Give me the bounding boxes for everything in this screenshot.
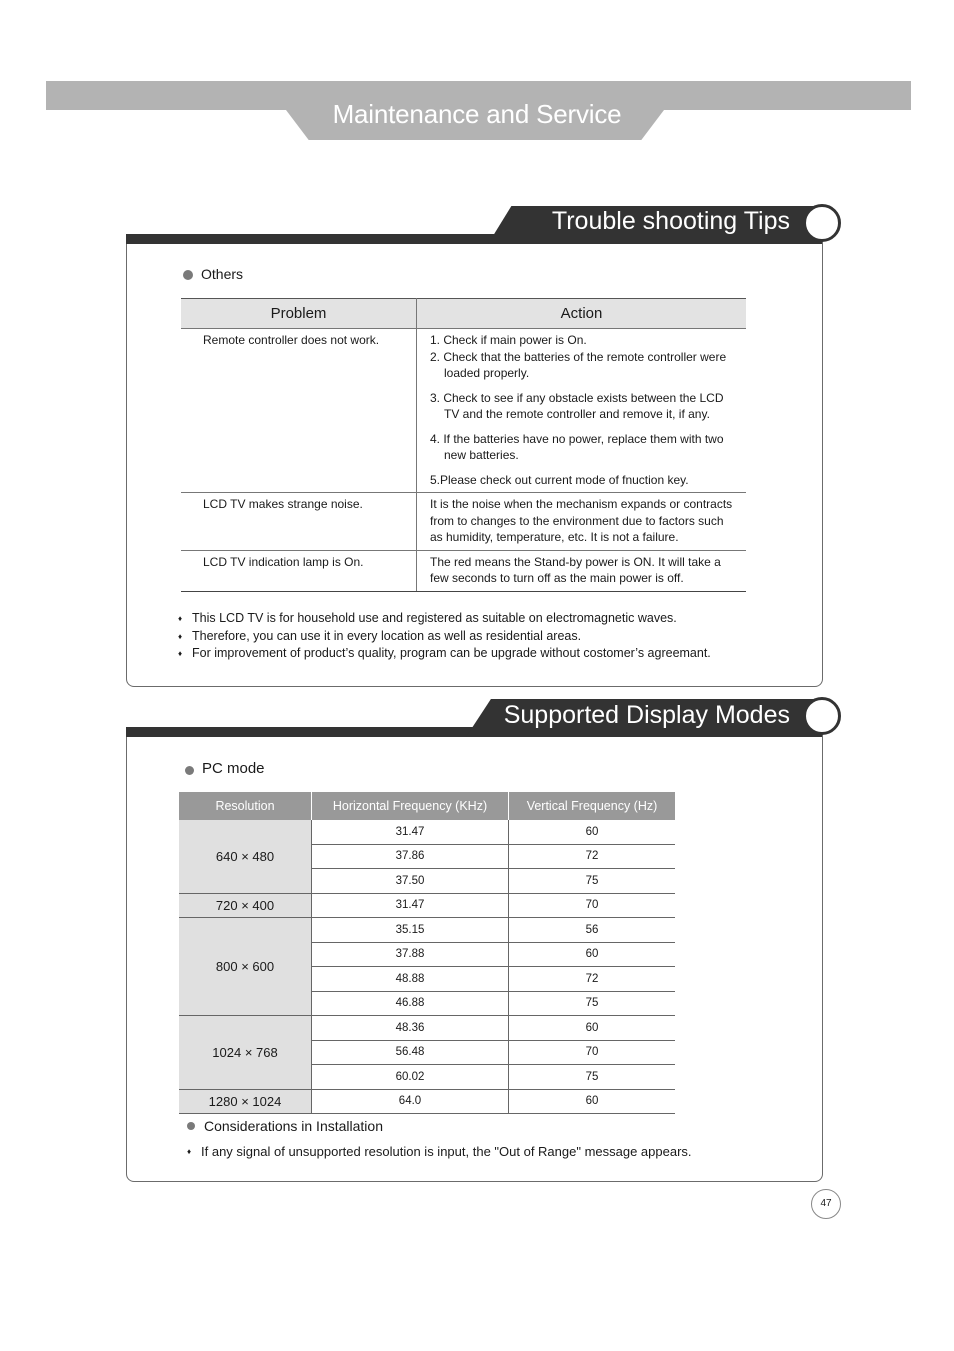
page-title: Maintenance and Service bbox=[332, 99, 622, 129]
problem-cell: LCD TV indication lamp is On. bbox=[181, 550, 417, 591]
hfreq-cell: 48.88 bbox=[312, 967, 509, 992]
table-row bbox=[181, 329, 746, 493]
hfreq-cell: 46.88 bbox=[312, 991, 509, 1016]
troubleshooting-title: Trouble shooting Tips bbox=[551, 207, 790, 235]
table-row bbox=[179, 1089, 675, 1114]
vfreq-cell: 60 bbox=[509, 1089, 676, 1114]
bullet-dot-icon bbox=[185, 766, 194, 775]
action-item: 1. Check if main power is On. bbox=[430, 333, 587, 347]
action-cell bbox=[417, 550, 747, 591]
resolution-cell: 800 × 600 bbox=[179, 918, 312, 1016]
table-row bbox=[179, 918, 675, 943]
resolution-cell: 640 × 480 bbox=[179, 820, 312, 893]
vfreq-cell: 60 bbox=[509, 820, 676, 844]
hfreq-cell: 56.48 bbox=[312, 1040, 509, 1065]
bullet-dot-icon bbox=[183, 270, 193, 280]
hfreq-cell: 37.50 bbox=[312, 869, 509, 894]
vfreq-cell: 75 bbox=[509, 991, 676, 1016]
column-header-action: Action bbox=[417, 299, 747, 329]
note-item: ♦ For improvement of product’s quality, program can be upgrade without costomer’s agreemant. bbox=[178, 645, 711, 663]
problem-cell: LCD TV makes strange noise. bbox=[181, 493, 417, 551]
vfreq-cell: 75 bbox=[509, 869, 676, 894]
note-item: ♦ Therefore, you can use it in every location as well as residential areas. bbox=[178, 628, 711, 646]
troubleshooting-bar bbox=[126, 234, 526, 244]
hfreq-cell: 48.36 bbox=[312, 1016, 509, 1041]
resolution-cell: 1024 × 768 bbox=[179, 1016, 312, 1090]
table-row bbox=[179, 893, 675, 918]
display-modes-table bbox=[179, 792, 675, 1114]
action-cell bbox=[417, 493, 747, 551]
note-item: ♦ If any signal of unsupported resolution is input, the "Out of Range" message appears. bbox=[187, 1143, 692, 1161]
pc-mode-label: PC mode bbox=[202, 760, 265, 777]
table-row bbox=[179, 1016, 675, 1041]
page-number: 47 bbox=[811, 1189, 841, 1219]
action-cell bbox=[417, 329, 747, 493]
hfreq-cell: 31.47 bbox=[312, 820, 509, 844]
troubleshooting-table bbox=[181, 298, 746, 592]
notes-list bbox=[178, 610, 711, 663]
display-modes-title: Supported Display Modes bbox=[503, 701, 790, 729]
others-label: Others bbox=[201, 266, 244, 282]
display-modes-bar bbox=[126, 727, 506, 737]
hfreq-cell: 64.0 bbox=[312, 1089, 509, 1114]
action-item: 4. If the batteries have no power, replace them with two new batteries. bbox=[430, 431, 724, 462]
vfreq-cell: 70 bbox=[509, 1040, 676, 1065]
hfreq-cell: 60.02 bbox=[312, 1065, 509, 1090]
vfreq-cell: 60 bbox=[509, 942, 676, 967]
table-row bbox=[179, 820, 675, 844]
vfreq-cell: 72 bbox=[509, 844, 676, 869]
troubleshooting-ring-icon bbox=[803, 204, 841, 242]
vfreq-cell: 70 bbox=[509, 893, 676, 918]
display-modes-ring-icon bbox=[803, 697, 841, 735]
action-item: The red means the Stand-by power is ON. It will take a few seconds to turn off as the main power is off. bbox=[430, 554, 721, 585]
resolution-cell: 720 × 400 bbox=[179, 893, 312, 918]
action-item: 5.Please check out current mode of fnuction key. bbox=[430, 472, 689, 487]
column-header-problem: Problem bbox=[181, 299, 417, 329]
column-header-resolution: Resolution bbox=[179, 792, 312, 820]
hfreq-cell: 31.47 bbox=[312, 893, 509, 918]
vfreq-cell: 60 bbox=[509, 1016, 676, 1041]
table-row bbox=[181, 550, 746, 591]
hfreq-cell: 37.88 bbox=[312, 942, 509, 967]
bullet-dot-icon bbox=[187, 1122, 195, 1130]
action-item: It is the noise when the mechanism expands or contracts from to changes to the environment due to factors such as humidity, temperature, etc. It is not a failure. bbox=[430, 497, 733, 544]
column-header-horizontal: Horizontal Frequency (KHz) bbox=[312, 792, 509, 820]
vfreq-cell: 72 bbox=[509, 967, 676, 992]
vfreq-cell: 56 bbox=[509, 918, 676, 943]
considerations-notes bbox=[187, 1143, 692, 1161]
considerations-label: Considerations in Installation bbox=[204, 1118, 383, 1134]
problem-cell: Remote controller does not work. bbox=[181, 329, 417, 493]
note-item: ♦ This LCD TV is for household use and registered as suitable on electromagnetic waves. bbox=[178, 610, 711, 628]
table-row bbox=[181, 493, 746, 551]
action-item: 3. Check to see if any obstacle exists between the LCD TV and the remote controller and remove it, if any. bbox=[430, 390, 724, 421]
resolution-cell: 1280 × 1024 bbox=[179, 1089, 312, 1114]
hfreq-cell: 37.86 bbox=[312, 844, 509, 869]
action-item: 2. Check that the batteries of the remote controller were loaded properly. bbox=[430, 349, 727, 380]
column-header-vertical: Vertical Frequency (Hz) bbox=[509, 792, 676, 820]
vfreq-cell: 75 bbox=[509, 1065, 676, 1090]
hfreq-cell: 35.15 bbox=[312, 918, 509, 943]
